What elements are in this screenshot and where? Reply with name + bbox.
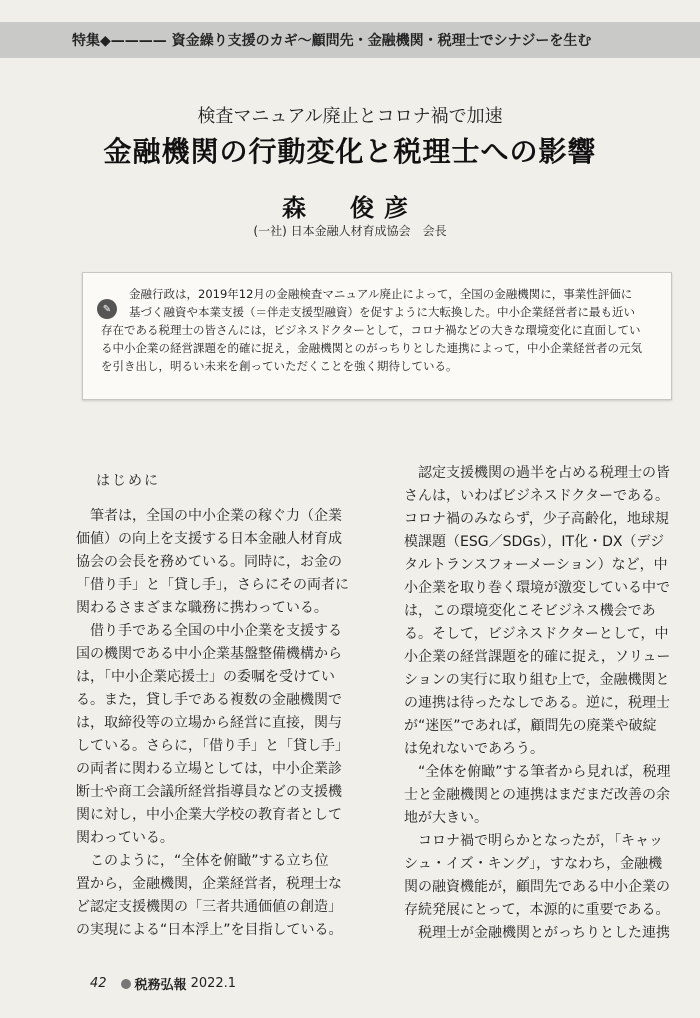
pen-icon: ✎ bbox=[97, 299, 117, 319]
author-affiliation: (一社) 日本金融人材育成協会 会長 bbox=[253, 224, 447, 238]
body-line: は，取締役等の立場から経営に直接，関与 bbox=[76, 715, 342, 731]
body-line: の連携は待ったなしである。逆に，税理士 bbox=[404, 695, 670, 711]
body-line: 認定支援機関の過半を占める税理士の皆 bbox=[418, 465, 670, 481]
body-line: は免れないであろう。 bbox=[404, 741, 544, 757]
body-line: 断士や商工会議所経営指導員などの支援機 bbox=[76, 784, 342, 800]
body-line: 価値）の向上を支援する日本金融人材育成 bbox=[76, 531, 342, 547]
article-subtitle: 検査マニュアル廃止とコロナ禍で加速 bbox=[197, 106, 503, 127]
summary-text bbox=[101, 285, 657, 375]
body-line: る。そして，ビジネスドクターとして，中 bbox=[404, 626, 669, 642]
body-line: コロナ禍のみならず，少子高齢化，地球規 bbox=[404, 511, 669, 527]
body-line: 国の機関である中小企業基盤整備機構から bbox=[76, 646, 342, 662]
body-line: が“迷医”であれば，顧問先の廃業や破綻 bbox=[404, 718, 657, 734]
summary-line: る中小企業の経営課題を的確に捉え，金融機関とのがっちりとした連携によって，中小企業経営者の元気 bbox=[101, 341, 642, 355]
page-footer bbox=[90, 974, 236, 993]
body-line: 関の融資機能が，顧問先である中小企業の bbox=[404, 879, 670, 895]
summary-line: 存在である税理士の皆さんには，ビジネスドクターとして，コロナ禍などの大きな環境変化に直面してい bbox=[101, 323, 641, 337]
article-title: 金融機関の行動変化と税理士への影響 bbox=[103, 135, 597, 168]
body-line: “全体を俯瞰”する筆者から見れば，税理 bbox=[418, 764, 671, 780]
section-heading: はじめに bbox=[96, 473, 160, 489]
body-line: 存続発展にとって，本源的に重要である。 bbox=[404, 902, 670, 918]
body-line: は，「中小企業応援士」の委嘱を受けてい bbox=[76, 669, 335, 685]
body-line: 関わっている。 bbox=[76, 830, 174, 846]
body-line: ションの実行に取り組む上で，金融機関と bbox=[404, 672, 670, 688]
body-line: 模課題（ESG／SDGs），IT化・DX（デジ bbox=[404, 534, 665, 550]
body-line: 置から，金融機関，企業経営者，税理士な bbox=[76, 876, 342, 892]
feature-banner bbox=[0, 22, 700, 58]
body-line: の両者に関わる立場としては，中小企業診 bbox=[76, 761, 342, 777]
body-line: 小企業の経営課題を的確に捉え，ソリュー bbox=[404, 649, 671, 665]
author-name: 森 俊彦 bbox=[282, 193, 418, 222]
body-line: 関に対し，中小企業大学校の教育者として bbox=[76, 807, 342, 823]
body-line: 「借り手」と「貸し手」，さらにその両者に bbox=[76, 577, 349, 593]
bullet-icon bbox=[121, 979, 131, 989]
body-line: 筆者は，全国の中小企業の稼ぐ力（企業 bbox=[90, 508, 342, 524]
body-line: している。さらに，「借り手」と「貸し手」 bbox=[76, 738, 349, 754]
body-column-left bbox=[76, 505, 372, 942]
feature-banner-text: 特集◆———— 資金繰り支援のカギ～顧問先・金融機関・税理士でシナジーを生む bbox=[72, 33, 592, 49]
magazine-name: 税務弘報 bbox=[134, 978, 187, 993]
body-line: 協会の会長を務めている。同時に，お金の bbox=[76, 554, 342, 570]
summary-line: 金融行政は，2019年12月の金融検査マニュアル廃止によって，全国の金融機関に，事業性評価に bbox=[129, 287, 633, 301]
body-line: る。また，貸し手である複数の金融機関で bbox=[76, 692, 342, 708]
body-line: このように，“全体を俯瞰”する立ち位 bbox=[90, 853, 329, 869]
summary-box bbox=[82, 272, 672, 400]
body-line: 小企業を取り巻く環境が激変している中で bbox=[404, 580, 670, 596]
issue-date: 2022.1 bbox=[190, 976, 237, 991]
body-line: コロナ禍で明らかとなったが，「キャッ bbox=[418, 833, 663, 849]
body-line: ど認定支援機関の「三者共通価値の創造」 bbox=[76, 899, 342, 915]
page-number: 42 bbox=[90, 976, 107, 991]
body-line: 税理士が金融機関とがっちりとした連携 bbox=[418, 925, 670, 941]
summary-line: 基づく融資や本業支援（＝伴走支援型融資）を促すように大転換した。中小企業経営者に最も近い bbox=[129, 305, 635, 319]
body-line: は，この環境変化こそビジネス機会であ bbox=[404, 603, 656, 619]
body-line: タルトランスフォーメーション）など，中 bbox=[404, 557, 668, 573]
body-line: シュ・イズ・キング」，すなわち，金融機 bbox=[404, 856, 663, 872]
body-line: さんは，いわばビジネスドクターである。 bbox=[404, 488, 670, 504]
body-line: 地が大きい。 bbox=[404, 810, 488, 826]
summary-line: を引き出し，明るい未来を創っていただくことを強く期待している。 bbox=[101, 359, 458, 373]
body-line: の実現による“日本浮上”を目指している。 bbox=[76, 922, 343, 938]
body-line: 関わるさまざまな職務に携わっている。 bbox=[76, 600, 328, 616]
body-line: 借り手である全国の中小企業を支援する bbox=[90, 623, 342, 639]
body-column-right bbox=[404, 462, 678, 945]
body-line: 士と金融機関との連携はまだまだ改善の余 bbox=[404, 787, 670, 803]
